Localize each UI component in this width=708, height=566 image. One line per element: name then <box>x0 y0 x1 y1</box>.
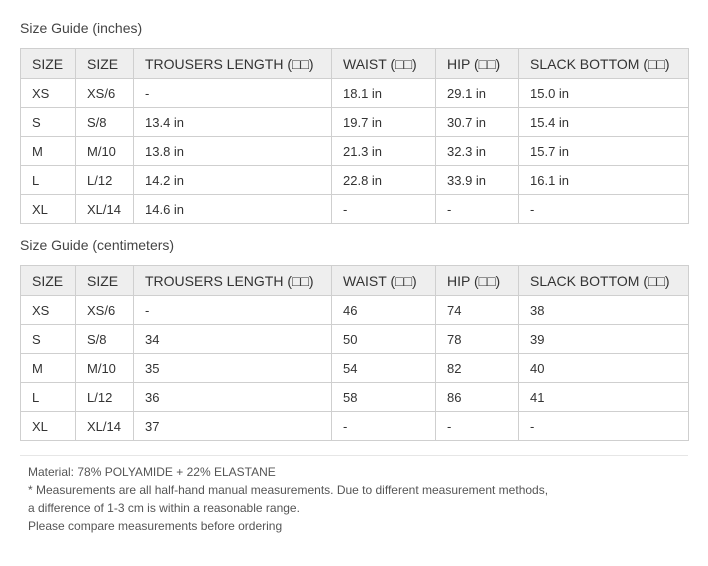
table-cell: - <box>134 79 332 108</box>
column-header: HIP (□□) <box>436 49 519 79</box>
table-cell: 29.1 in <box>436 79 519 108</box>
column-header: SIZE <box>76 266 134 296</box>
table-cell: S/8 <box>76 325 134 354</box>
table-cell: 21.3 in <box>332 137 436 166</box>
column-header: SIZE <box>76 49 134 79</box>
table-cell: XS/6 <box>76 79 134 108</box>
notes-divider <box>20 455 688 456</box>
table-cell: XL <box>21 195 76 224</box>
table-cell: 16.1 in <box>519 166 689 195</box>
table-cell: 32.3 in <box>436 137 519 166</box>
table-cell: 58 <box>332 383 436 412</box>
table-cell: 40 <box>519 354 689 383</box>
table-cell: 30.7 in <box>436 108 519 137</box>
table-cell: 33.9 in <box>436 166 519 195</box>
table-cell: 39 <box>519 325 689 354</box>
column-header: SLACK BOTTOM (□□) <box>519 266 689 296</box>
table-cell: XL <box>21 412 76 441</box>
table-cell: L/12 <box>76 383 134 412</box>
table-cell: 14.2 in <box>134 166 332 195</box>
table-cell: 13.8 in <box>134 137 332 166</box>
size-table-inches <box>20 48 689 224</box>
column-header: SLACK BOTTOM (□□) <box>519 49 689 79</box>
table-cell: 13.4 in <box>134 108 332 137</box>
material-line: Material: 78% POLYAMIDE + 22% ELASTANE <box>28 465 276 479</box>
table-cell: XL/14 <box>76 195 134 224</box>
table-row <box>21 195 689 224</box>
table-row <box>21 412 689 441</box>
column-header: TROUSERS LENGTH (□□) <box>134 49 332 79</box>
column-header: WAIST (□□) <box>332 49 436 79</box>
table-cell: 34 <box>134 325 332 354</box>
column-header: WAIST (□□) <box>332 266 436 296</box>
tolerance-note-line: a difference of 1-3 cm is within a reasonable range. <box>28 501 300 515</box>
table-cell: - <box>519 195 689 224</box>
table-cell: 35 <box>134 354 332 383</box>
table-row <box>21 296 689 325</box>
size-guide-centimeters-title: Size Guide (centimeters) <box>20 237 175 253</box>
table-row <box>21 166 689 195</box>
column-header: SIZE <box>21 266 76 296</box>
material-notes <box>28 463 548 535</box>
compare-note-line: Please compare measurements before ordering <box>28 519 283 533</box>
table-header-row <box>21 49 689 79</box>
table-cell: 78 <box>436 325 519 354</box>
table-cell: XS <box>21 296 76 325</box>
table-cell: 74 <box>436 296 519 325</box>
table-cell: 50 <box>332 325 436 354</box>
table-cell: 37 <box>134 412 332 441</box>
table-cell: 82 <box>436 354 519 383</box>
table-cell: - <box>332 412 436 441</box>
table-cell: 38 <box>519 296 689 325</box>
table-row <box>21 325 689 354</box>
table-cell: L <box>21 166 76 195</box>
column-header: SIZE <box>21 49 76 79</box>
table-cell: - <box>134 296 332 325</box>
table-cell: 19.7 in <box>332 108 436 137</box>
table-cell: 54 <box>332 354 436 383</box>
table-row <box>21 79 689 108</box>
table-cell: 15.4 in <box>519 108 689 137</box>
table-cell: XL/14 <box>76 412 134 441</box>
table-row <box>21 383 689 412</box>
table-cell: - <box>436 412 519 441</box>
table-cell: M/10 <box>76 137 134 166</box>
measurement-note-line: * Measurements are all half-hand manual measurements. Due to different measurement methods, <box>28 483 549 497</box>
table-row <box>21 354 689 383</box>
column-header: HIP (□□) <box>436 266 519 296</box>
table-cell: M/10 <box>76 354 134 383</box>
table-cell: L <box>21 383 76 412</box>
table-cell: S <box>21 325 76 354</box>
table-cell: 86 <box>436 383 519 412</box>
column-header: TROUSERS LENGTH (□□) <box>134 266 332 296</box>
table-cell: XS/6 <box>76 296 134 325</box>
table-row <box>21 137 689 166</box>
table-row <box>21 108 689 137</box>
size-table-centimeters <box>20 265 689 441</box>
table-cell: L/12 <box>76 166 134 195</box>
table-cell: M <box>21 354 76 383</box>
table-cell: 41 <box>519 383 689 412</box>
table-cell: - <box>519 412 689 441</box>
table-cell: 36 <box>134 383 332 412</box>
table-cell: S <box>21 108 76 137</box>
table-header-row <box>21 266 689 296</box>
table-cell: 15.7 in <box>519 137 689 166</box>
table-cell: 14.6 in <box>134 195 332 224</box>
table-cell: M <box>21 137 76 166</box>
table-cell: - <box>332 195 436 224</box>
table-cell: - <box>436 195 519 224</box>
table-cell: 22.8 in <box>332 166 436 195</box>
table-cell: 46 <box>332 296 436 325</box>
table-cell: 15.0 in <box>519 79 689 108</box>
table-cell: XS <box>21 79 76 108</box>
table-cell: 18.1 in <box>332 79 436 108</box>
size-guide-inches-title: Size Guide (inches) <box>20 20 143 36</box>
table-cell: S/8 <box>76 108 134 137</box>
